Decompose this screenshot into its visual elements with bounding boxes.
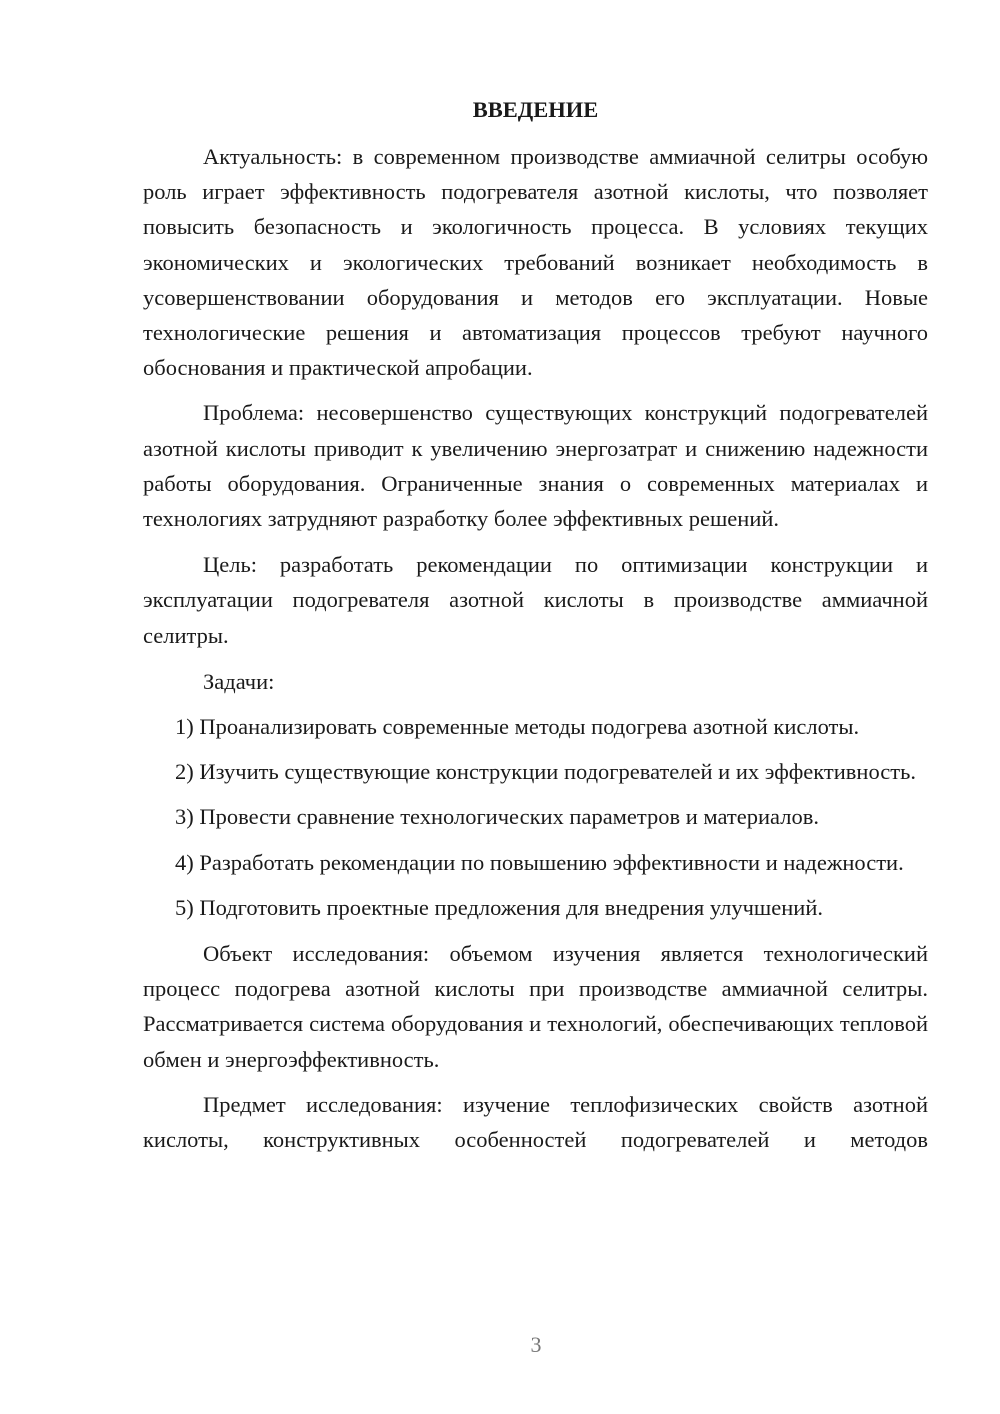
list-item: 5) Подготовить проектные предложения для внедрения улучшений. — [175, 894, 823, 920]
tasks-label: Задачи: — [203, 668, 275, 694]
document-page — [143, 92, 928, 1167]
tasks-list — [143, 709, 928, 925]
list-item: 3) Провести сравнение технологических параметров и материалов. — [175, 804, 819, 830]
paragraph-relevance: Актуальность: в современном производстве аммиачной селитры особую роль играет эффективность подогревателя азотной кислоты, что позволяет повысить безопасность и экологичность процесса. В условиях текущих экономических и экологических требований возникает необходимость в усовершенствовании оборудования и методов его эксплуатации. Новые технологические решения и автоматизация процессов требуют научного обоснования и практической апробации. — [143, 144, 928, 381]
section-title: ВВЕДЕНИЕ — [472, 97, 599, 122]
list-item: 4) Разработать рекомендации по повышению эффективности и надежности. — [175, 849, 904, 875]
list-item: 1) Проанализировать современные методы подогрева азотной кислоты. — [175, 714, 860, 740]
page-number: 3 — [530, 1332, 542, 1357]
paragraph-goal: Цель: разработать рекомендации по оптимизации конструкции и эксплуатации подогревателя азотной кислоты в производстве аммиачной селитры. — [143, 552, 928, 648]
list-item: 2) Изучить существующие конструкции подогревателей и их эффективность. — [175, 759, 916, 785]
paragraph-subject: Предмет исследования: изучение теплофизических свойств азотной кислоты, конструктивных особенностей подогревателей и методов — [143, 1091, 928, 1153]
paragraph-object: Объект исследования: объемом изучения является технологический процесс подогрева азотной кислоты при производстве аммиачной селитры. Рассматривается система оборудования и технологий, обеспечивающих тепловой обмен и энергоэффективность. — [143, 941, 928, 1072]
paragraph-problem: Проблема: несовершенство существующих конструкций подогревателей азотной кислоты приводит к увеличению энергозатрат и снижению надежности работы оборудования. Ограниченные знания о современных материалах и технологиях затрудняют разработку более эффективных решений. — [143, 400, 928, 532]
